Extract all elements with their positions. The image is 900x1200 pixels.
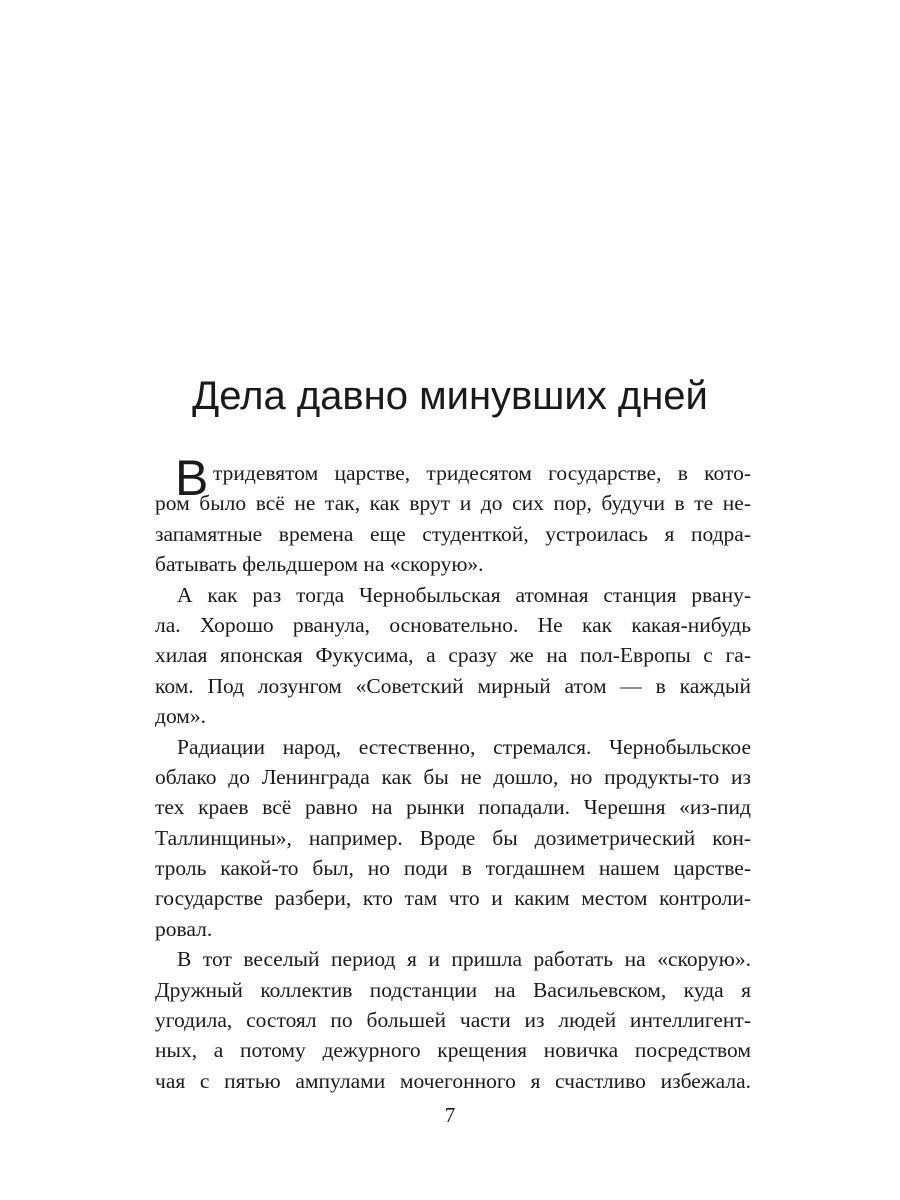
text-line: угодила, состоял по большей части из людей интеллигент- (155, 1008, 751, 1033)
text-line: ром было всё не так, как врут и до сих пор, будучи в те не- (155, 491, 751, 516)
text-line: дом». (155, 704, 207, 729)
text-line: ных, а потому дежурного крещения новичка посредством (155, 1038, 751, 1063)
text-line: хилая японская Фукусима, а сразу же на пол-Европы с га- (155, 643, 751, 668)
text-line-content: тридевятом царстве, тридесятом государстве, в кото- (213, 461, 751, 485)
paragraph-3 (155, 732, 751, 945)
text-line: батывать фельдшером на «скорую». (155, 552, 484, 577)
text-line: В тот веселый период я и пришла работать на «скорую». (177, 947, 751, 972)
text-line: облако до Ленинграда как бы не дошло, но продукты-то из (155, 764, 751, 789)
text-line: А как раз тогда Чернобыльская атомная станция рвану- (177, 582, 751, 607)
paragraph-2 (155, 580, 751, 732)
text-line: государстве разбери, кто там что и каким местом контроли- (155, 886, 751, 911)
text-line: ком. Под лозунгом «Советский мирный атом — в каждый (155, 673, 751, 698)
page-number: 7 (444, 1103, 456, 1127)
drop-cap: В (175, 450, 209, 506)
text-line: ла. Хорошо рванула, основательно. Не как какая-нибудь (155, 612, 751, 637)
text-line: Дружный коллектив подстанции на Васильевском, куда я (155, 977, 751, 1002)
chapter-title: Дела давно минувших дней (192, 374, 708, 418)
text-line: чая с пятью ампулами мочегонного я счастливо избежала. (155, 1068, 751, 1093)
text-line: тех краев всё равно на рынки попадали. Черешня «из-пид (155, 795, 751, 820)
paragraph-1 (155, 450, 751, 580)
text-line: Радиации народ, естественно, стремался. Чернобыльское (177, 734, 751, 759)
text-line: Таллинщины», например. Вроде бы дозиметрический кон- (155, 825, 751, 850)
text-line: троль какой-то был, но поди в тогдашнем нашем царстве- (155, 856, 751, 881)
body-text (155, 450, 751, 1096)
text-line: ровал. (155, 916, 213, 941)
text-line: запамятные времена еще студенткой, устроилась я подра- (155, 521, 751, 546)
paragraph-4 (155, 944, 751, 1096)
